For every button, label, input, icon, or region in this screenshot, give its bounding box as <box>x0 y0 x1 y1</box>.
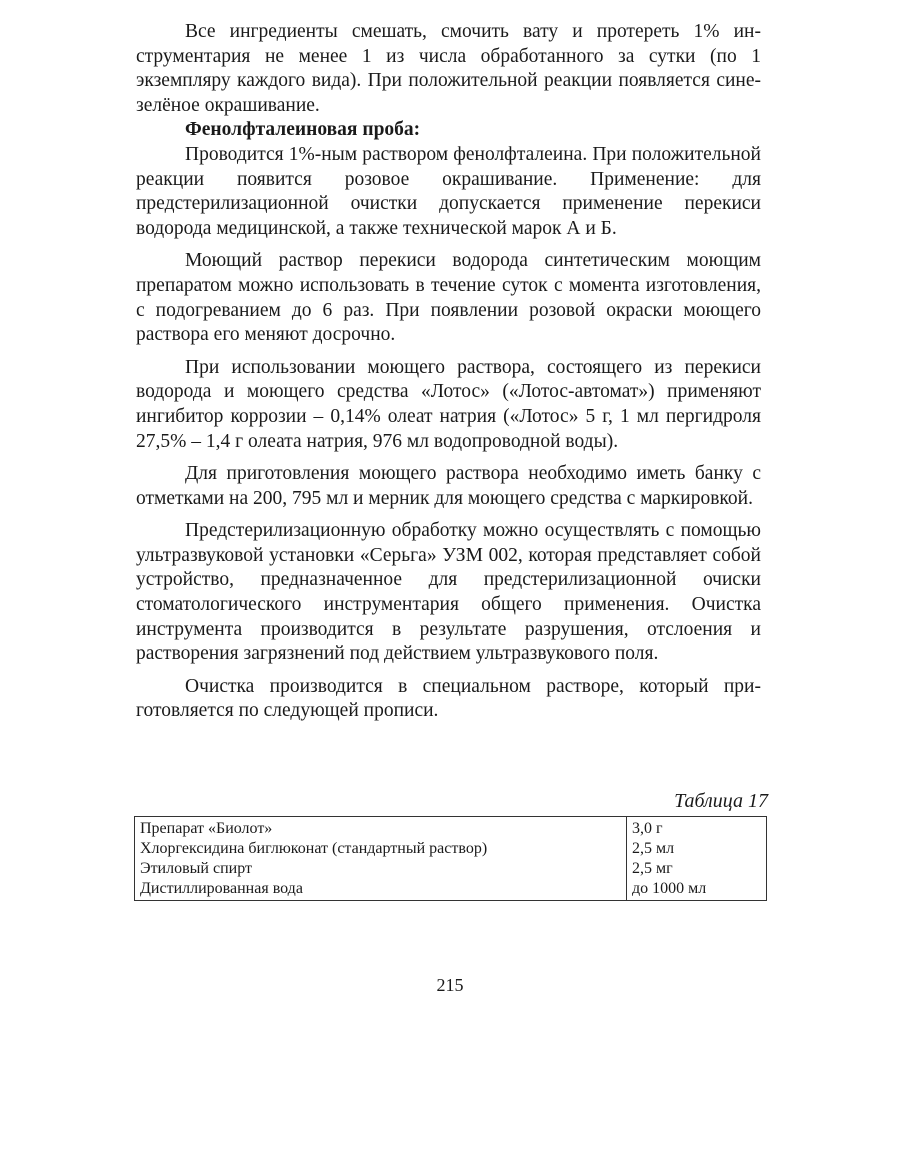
page-body <box>136 20 761 732</box>
ingredient-name: Этиловый спирт <box>135 859 627 879</box>
table-row <box>135 839 767 859</box>
table-row <box>135 859 767 879</box>
paragraph-indicator-test-end: Все ингредиенты смешать, смочить вату и протереть 1% инструментария не менее 1 из числа обработанного за сутки (по 1 экземпляру каждого вида). При положительной реакции появляется сине-зелёное окрашивание. <box>136 21 761 116</box>
paragraph-ultrasonic-cleaning: Предстерилизационную обработку можно осуществлять с помощью ультразвуковой установки «Серьга» УЗМ 002, которая представляет собой устройство, предназначенное для предстерилизационной очиски стоматологического инструментария общего применения. Очистка инструмента производится в результате разрушения, отслоения и растворения загрязнений под действием ультразвукового поля. <box>136 520 761 665</box>
page-number: 215 <box>436 975 464 995</box>
paragraph-special-solution: Очистка производится в специальном растворе, который приготовляется по следующей прописи. <box>136 675 761 722</box>
ingredient-amount: 2,5 мл <box>632 840 675 857</box>
recipe-table <box>134 816 767 901</box>
table-caption: Таблица 17 <box>674 790 768 812</box>
section-heading-phenolphthalein-test: Фенолфталеиновая проба: <box>185 119 421 141</box>
ingredient-name: Препарат «Биолот» <box>135 817 627 840</box>
ingredient-amount: до 1000 мл <box>632 880 707 897</box>
ingredient-amount: 2,5 мг <box>632 860 673 877</box>
ingredient-name: Дистиллированная вода <box>135 879 627 901</box>
paragraph-washing-solution-usage: Моющий раствор перекиси водорода синтетическим моющим препаратом можно использовать в течение суток с момента изготовления, с подогреванием до 6 раз. При появлении розовой окраски моющего раствора его меняют досрочно. <box>136 250 761 346</box>
paragraph-solution-preparation: Для приготовления моющего раствора необходимо иметь банку с отметками на 200, 795 мл и мерник для моющего средства с маркировкой. <box>136 463 761 509</box>
ingredient-name: Хлоргексидина биглюконат (стандартный раствор) <box>135 839 627 859</box>
paragraph-corrosion-inhibitor: При использовании моющего раствора, состоящего из перекиси водорода и моющего средства «Лотос» («Лотос-автомат») применяют ингибитор коррозии – 0,14% олеат натрия («Лотос» 5 г, 1 мл пергидроля 27,5% – 1,4 г олеата натрия, 976 мл водопроводной воды). <box>136 356 761 452</box>
ingredient-amount: 3,0 г <box>632 820 663 837</box>
table-row <box>135 879 767 901</box>
paragraph-phenolphthalein-description: Проводится 1%-ным раствором фенолфталеина. При положительной реакции появится розовое окрашивание. Применение: для предстерилизационной очистки допускается применение перекиси водорода медицинской, а также технической марок А и Б. <box>136 143 761 239</box>
table-row <box>135 817 767 840</box>
